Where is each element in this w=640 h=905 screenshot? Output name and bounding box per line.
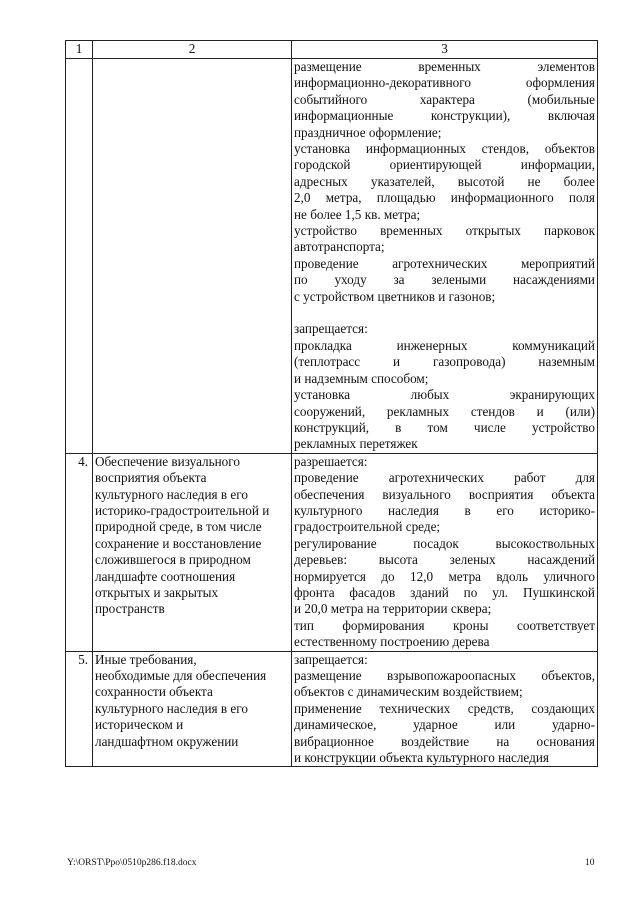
regulation-line: градостроительной среде; — [294, 519, 441, 535]
table-body — [66, 59, 598, 767]
requirement-name-cell — [93, 453, 292, 651]
regulation-line: городской ориентирующей информации, — [294, 157, 595, 173]
regulation-line: сооружений, рекламных стендов и (или) — [294, 403, 595, 419]
regulation-line: проведение агротехнических работ для — [294, 470, 595, 486]
header-col-3: 3 — [292, 41, 598, 59]
requirement-name-line: историческом и — [95, 717, 184, 733]
footer-page-number: 10 — [585, 858, 595, 868]
regulation-line: с устройством цветников и газонов; — [294, 288, 496, 304]
regulation-line: рекламных перетяжек — [294, 436, 418, 452]
regulation-line: проведение агротехнических мероприятий — [294, 255, 595, 271]
regulation-line: конструкций, в том числе устройство — [294, 419, 595, 435]
requirement-name-line: пространств — [95, 601, 165, 617]
requirement-name-line: культурного наследия в его — [95, 700, 248, 716]
regulation-line: и надземным способом; — [294, 370, 429, 386]
requirement-name-cell — [93, 651, 292, 767]
regulation-line: обеспечения визуального восприятия объекта — [294, 486, 595, 502]
requirements-table — [65, 40, 598, 767]
regulation-line: тип формирования кроны соответствует — [294, 617, 595, 633]
regulation-line: размещение взрывопожароопасных объектов, — [294, 668, 595, 684]
requirement-name-line: природной среде, в том числе — [95, 519, 262, 535]
regulation-line: деревьев: высота зеленых насаждений — [294, 552, 595, 568]
table-row — [66, 453, 598, 651]
requirement-name-line: необходимые для обеспечения — [95, 668, 267, 684]
row-number — [66, 59, 93, 454]
regulation-line: вибрационное воздействие на основания — [294, 733, 595, 749]
requirement-name-line: ландшафте соотношения — [95, 568, 236, 584]
row-number: 4. — [66, 453, 93, 651]
regulation-line: фронта фасадов зданий по ул. Пушкинской — [294, 584, 595, 600]
table-row — [66, 651, 598, 767]
regulation-line: регулирование посадок высокоствольных — [294, 535, 595, 551]
regulation-line: и конструкции объекта культурного наследия — [294, 750, 549, 766]
regulation-line: установка информационных стендов, объектов — [294, 141, 595, 157]
regulation-line: праздничное оформление; — [294, 124, 442, 140]
regulation-line: размещение временных элементов — [294, 59, 595, 74]
regulation-cell — [292, 453, 598, 651]
regulation-line: и 20,0 метра на территории сквера; — [294, 601, 492, 617]
regulation-line: устройство временных открытых парковок — [294, 223, 595, 239]
regulation-line: по уходу за зелеными насаждениями — [294, 272, 595, 288]
regulation-line: не более 1,5 кв. метра; — [294, 206, 421, 222]
requirement-name-line: открытых и закрытых — [95, 584, 219, 600]
header-row — [66, 41, 598, 59]
regulation-line: объектов с динамическим воздействием; — [294, 684, 523, 700]
regulation-line: динамическое, ударное или ударно- — [294, 717, 595, 733]
regulation-line — [294, 305, 595, 321]
requirement-name-line: историко-градостроительной и — [95, 502, 270, 518]
header-col-2: 2 — [93, 41, 292, 59]
header-col-1: 1 — [66, 41, 93, 59]
requirement-name-line: Иные требования, — [95, 651, 197, 667]
footer-file-path: Y:\ORST\Ppo\0510p286.f18.docx — [67, 858, 197, 868]
requirement-name-line: сохранение и восстановление — [95, 535, 262, 551]
requirement-name-line: ландшафтном окружении — [95, 733, 239, 749]
requirement-name-line: культурного наследия в его — [95, 486, 248, 502]
regulation-line: прокладка инженерных коммуникаций — [294, 337, 595, 353]
regulation-line: информационные конструкции), включая — [294, 108, 595, 124]
regulation-cell — [292, 59, 598, 454]
regulation-line: естественному построению дерева — [294, 634, 490, 650]
regulation-line: (теплотрасс и газопровода) наземным — [294, 354, 595, 370]
regulation-line: запрещается: — [294, 651, 368, 667]
requirement-name-line: сложившегося в природном — [95, 552, 251, 568]
requirement-name-line: сохранности объекта — [95, 684, 213, 700]
requirement-name-line: восприятия объекта — [95, 470, 207, 486]
regulation-line: установка любых экранирующих — [294, 387, 595, 403]
regulation-line: запрещается: — [294, 321, 368, 337]
requirement-name-cell — [93, 59, 292, 454]
requirement-name-line: Обеспечение визуального — [95, 453, 240, 469]
regulation-line: разрешается: — [294, 453, 368, 469]
row-number: 5. — [66, 651, 93, 767]
regulation-line: нормируется до 12,0 метра вдоль уличного — [294, 568, 595, 584]
regulation-line: культурного наследия в его историко- — [294, 502, 595, 518]
regulation-line: событийного характера (мобильные — [294, 91, 595, 107]
regulation-line: информационно-декоративного оформления — [294, 75, 595, 91]
table-row — [66, 59, 598, 454]
regulation-line: применение технических средств, создающих — [294, 700, 595, 716]
regulation-line: 2,0 метра, площадью информационного поля — [294, 190, 595, 206]
regulation-line: адресных указателей, высотой не более — [294, 173, 595, 189]
regulation-cell — [292, 651, 598, 767]
regulation-line: автотранспорта; — [294, 239, 385, 255]
